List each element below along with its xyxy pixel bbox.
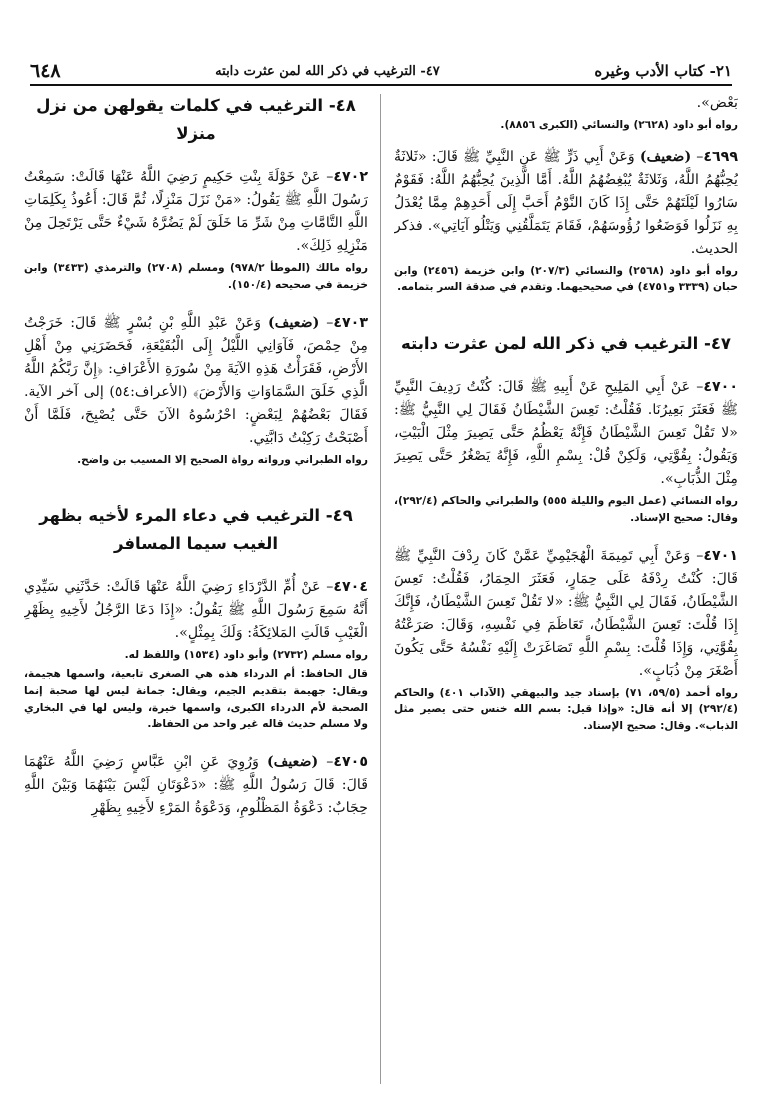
- hadith-4702: ٤٧٠٢– عَنْ خَوْلَةَ بِنْتِ حَكِيمٍ رَضِيَ اللَّهُ عَنْهَا قَالَتْ: سَمِعْتُ رَسُولَ اللَّهِ ﷺ يَقُولُ: «مَنْ نَزَلَ مَنْزِلًا، ثُمَّ قَالَ: أَعُوذُ بِكَلِمَاتِ اللَّهِ التَّامَّاتِ مِنْ شَرِّ مَا خَلَقَ لَمْ يَضُرَّهُ شَيْءٌ حَتَّى يَرْتَحِلَ مِنْ مَنْزِلِهِ ذَلِكَ».: [24, 169, 368, 255]
- hadith-number: ٤٧٠٥: [333, 754, 368, 771]
- section-49-title-line-1: ٤٩- الترغيب في دعاء المرء لأخيه بظهر: [39, 506, 353, 526]
- hadith-source: رواه الطبراني ورواته رواة الصحيح إلا المسيب بن واضح.: [77, 453, 368, 466]
- hadith-text: وَعَنْ عَبْدِ اللَّهِ بْنِ بُسْرٍ ﷺ قَالَ: خَرَجْتُ مِنْ حِمْصَ، فَآوَانِي اللَّيْلُ إِلَى الْبُقَيْعَةِ، فَحَضَرَنِي مِنْ أَهْلِ الأَرْضِ، فَقَرَأْتُ هَذِهِ الآيَةَ مِنْ سُورَةِ الأَعْرَافِ: ﴿إِنَّ رَبَّكُمُ اللَّهُ الَّذِي خَلَقَ السَّمَاوَاتِ وَالأَرْضَ﴾ (الأعراف:٥٤) إلى آخر الآية. فَقَالَ بَعْضُهُمْ لِبَعْضٍ: احْرُسُوهُ الآنَ حَتَّى يُصْبِحَ، فَلَمَّا أَنْ أَصْبَحْتُ رَكِبْتُ دَابَّتِي.: [24, 314, 368, 446]
- header-book-chapter: ٢١- كتاب الأدب وغيره: [594, 62, 732, 80]
- hadith-4705: ٤٧٠٥– (ضعيف) وَرُوِيَ عَنِ ابْنِ عَبَّاسٍ رَضِيَ اللَّهُ عَنْهُمَا قَالَ: قَالَ رَسُولُ اللَّهِ ﷺ: «دَعْوَتَانِ لَيْسَ بَيْنَهُمَا وَبَيْنَ اللَّهِ حِجَابٌ: دَعْوَةُ المَظْلُومِ، وَدَعْوَةُ المَرْءِ لأَخِيهِ بِظَهْرِ: [24, 754, 368, 817]
- hadith-source: رواه أبو داود (٢٥٦٨) والنسائي (٢٠٧/٣) وابن خزيمة (٢٤٥٦) وابن حبان (٣٣٣٩ و٤٧٥١) في صحيحيهما. وتقدم في صدقة السر بتمامه.: [394, 264, 738, 294]
- continued-hadith-source: رواه أبو داود (٢٦٢٨) والنسائي (الكبرى ٨٨٥٦).: [500, 119, 738, 131]
- running-header: [30, 58, 732, 86]
- hadith-text: وَرُوِيَ عَنِ ابْنِ عَبَّاسٍ رَضِيَ اللَّهُ عَنْهُمَا قَالَ: قَالَ رَسُولُ اللَّهِ ﷺ: «دَعْوَتَانِ لَيْسَ بَيْنَهُمَا وَبَيْنَ اللَّهِ حِجَابٌ: دَعْوَةُ المَظْلُومِ، وَدَعْوَةُ المَرْءِ لأَخِيهِ بِظَهْرِ: [24, 754, 368, 817]
- hadith-text: وَعَنْ أَبِي ذَرٍّ ﷺ عَنِ النَّبِيِّ ﷺ قَالَ: «ثَلاثَةٌ يُحِبُّهُمُ اللَّهُ، وَثَلاثَةٌ يُبْغِضُهُمُ اللَّهُ. أَمَّا الَّذِينَ يُحِبُّهُمُ اللَّهُ: فَقَوْمٌ سَارُوا لَيْلَتَهُمْ حَتَّى إِذَا كَانَ النَّوْمُ أَحَبَّ إِلَى أَحَدِهِمْ مِمَّا يُعْدَلُ بِهِ نَزَلُوا فَوَضَعُوا رُؤُوسَهُمْ، فَقَامَ يَتَمَلَّقُنِي وَيَتْلُو آيَاتِي». فذكر الحديث.: [394, 148, 738, 257]
- hadith-source: رواه مالك (الموطأ ٩٧٨/٢) ومسلم (٢٧٠٨) والترمذي (٣٤٣٣) وابن خزيمة في صحيحه (١٥٠/٤).: [24, 262, 368, 291]
- hadith-number: ٤٧٠٤: [333, 579, 368, 596]
- hadith-number: ٤٧٠٢: [333, 169, 368, 186]
- hadith-grade: (ضعيف): [639, 148, 692, 165]
- hadith-number: ٤٦٩٩: [703, 148, 738, 165]
- hadith-4700: ٤٧٠٠– عَنْ أَبِي المَلِيحِ عَنْ أَبِيهِ ﷺ قَالَ: كُنْتُ رَدِيفَ النَّبِيِّ ﷺ فَعَثَرَ بَعِيرُنَا. فَقُلْتُ: تَعِسَ الشَّيْطَانُ فَقَالَ لِي النَّبِيُّ ﷺ: «لا تَقُلْ تَعِسَ الشَّيْطَانُ فَإِنَّهُ يَعْظُمُ حَتَّى يَصِيرَ مِثْلَ الْبَيْتِ، وَيَقُولُ: بِقُوَّتِي، وَلَكِنْ قُلْ: بِسْمِ اللَّهِ، فَإِنَّهُ يَصْغُرُ حَتَّى يَصِيرَ مِثْلَ الذُّبَابِ».: [394, 379, 738, 488]
- column-divider: [380, 94, 381, 1084]
- hadith-number: ٤٧٠٣: [333, 314, 368, 331]
- hadith-text: وَعَنْ أَبِي تَمِيمَةَ الْهُجَيْمِيِّ عَمَّنْ كَانَ رِدْفَ النَّبِيِّ ﷺ قَالَ: كُنْتُ رِدْفَهُ عَلَى حِمَارٍ، فَعَثَرَ الحِمَارُ، فَقُلْتُ: تَعِسَ الشَّيْطَانُ، فَقَالَ لِي النَّبِيُّ ﷺ: «لا تَقُلْ تَعِسَ الشَّيْطَانُ، فَإِنَّكَ إِذَا قُلْتَ: تَعِسَ الشَّيْطَانُ، تَعَاظَمَ فِي نَفْسِهِ، وَقَالَ: صَرَعْتُهُ بِقُوَّتِي، وَإِذَا قُلْتَ: بِسْمِ اللَّهِ تَصَاغَرَتْ إِلَيْهِ نَفْسُهُ حَتَّى يَكُونَ أَصْغَرَ مِنْ ذُبَابٍ».: [394, 547, 738, 679]
- hadith-4701: ٤٧٠١– وَعَنْ أَبِي تَمِيمَةَ الْهُجَيْمِيِّ عَمَّنْ كَانَ رِدْفَ النَّبِيِّ ﷺ قَالَ: كُنْتُ رِدْفَهُ عَلَى حِمَارٍ، فَعَثَرَ الحِمَارُ، فَقُلْتُ: تَعِسَ الشَّيْطَانُ، فَقَالَ لِي النَّبِيُّ ﷺ: «لا تَقُلْ تَعِسَ الشَّيْطَانُ، فَإِنَّكَ إِذَا قُلْتَ: تَعِسَ الشَّيْطَانُ، تَعَاظَمَ فِي نَفْسِهِ، وَقَالَ: صَرَعْتُهُ بِقُوَّتِي، وَإِذَا قُلْتَ: بِسْمِ اللَّهِ تَصَاغَرَتْ إِلَيْهِ نَفْسُهُ حَتَّى يَكُونَ أَصْغَرَ مِنْ ذُبَابٍ».: [394, 547, 738, 679]
- hadith-4703: ٤٧٠٣– (ضعيف) وَعَنْ عَبْدِ اللَّهِ بْنِ بُسْرٍ ﷺ قَالَ: خَرَجْتُ مِنْ حِمْصَ، فَآوَانِي اللَّيْلُ إِلَى الْبُقَيْعَةِ، فَحَضَرَنِي مِنْ أَهْلِ الأَرْضِ، فَقَرَأْتُ هَذِهِ الآيَةَ مِنْ سُورَةِ الأَعْرَافِ: ﴿إِنَّ رَبَّكُمُ اللَّهُ الَّذِي خَلَقَ السَّمَاوَاتِ وَالأَرْضَ﴾ (الأعراف:٥٤) إلى آخر الآية. فَقَالَ بَعْضُهُمْ لِبَعْضٍ: احْرُسُوهُ الآنَ حَتَّى يُصْبِحَ، فَلَمَّا أَنْ أَصْبَحْتُ رَكِبْتُ دَابَّتِي.: [24, 314, 368, 446]
- section-47-title: ٤٧- الترغيب في ذكر الله لمن عثرت دابته: [401, 334, 731, 354]
- section-48-title: ٤٨- الترغيب في كلمات يقولهن من نزل منزلا: [36, 96, 356, 144]
- hadith-source: رواه مسلم (٢٧٣٢) وأبو داود (١٥٣٤) واللفظ له.: [124, 649, 368, 662]
- header-section-title: ٤٧- الترغيب في ذكر الله لمن عثرت دابته: [215, 63, 440, 79]
- hadith-grade: (ضعيف): [266, 754, 319, 771]
- left-column: [24, 92, 368, 1092]
- hadith-number: ٤٧٠٠: [703, 379, 738, 396]
- hadith-4704: ٤٧٠٤– عَنْ أُمِّ الدَّرْدَاءِ رَضِيَ اللَّهُ عَنْهَا قَالَتْ: حَدَّثَنِي سَيِّدِي أَنَّهُ سَمِعَ رَسُولَ اللَّهِ ﷺ يَقُولُ: «إِذَا دَعَا الرَّجُلُ لأَخِيهِ بِظَهْرِ الْغَيْبِ قَالَتِ المَلائِكَةُ: وَلَكَ بِمِثْلٍ».: [24, 579, 368, 642]
- hadith-4699: ٤٦٩٩– (ضعيف) وَعَنْ أَبِي ذَرٍّ ﷺ عَنِ النَّبِيِّ ﷺ قَالَ: «ثَلاثَةٌ يُحِبُّهُمُ اللَّهُ، وَثَلاثَةٌ يُبْغِضُهُمُ اللَّهُ. أَمَّا الَّذِينَ يُحِبُّهُمُ اللَّهُ: فَقَوْمٌ سَارُوا لَيْلَتَهُمْ حَتَّى إِذَا كَانَ النَّوْمُ أَحَبَّ إِلَى أَحَدِهِمْ مِمَّا يُعْدَلُ بِهِ نَزَلُوا فَوَضَعُوا رُؤُوسَهُمْ، فَقَامَ يَتَمَلَّقُنِي وَيَتْلُو آيَاتِي». فذكر الحديث.: [394, 148, 738, 257]
- section-49-title-line-2: الغيب سيما المسافر: [113, 534, 279, 554]
- hadith-number: ٤٧٠١: [703, 547, 738, 564]
- hadith-source: رواه أحمد (٥٩/٥، ٧١) بإسناد جيد والبيهقي (الآداب ٤٠١) والحاكم (٢٩٢/٤) إلا أنه قال: «وإذا قيل: بسم الله خنس حتى يصير مثل الذباب». وقال: صحيح الإسناد.: [394, 686, 738, 733]
- hadith-text: عَنْ أُمِّ الدَّرْدَاءِ رَضِيَ اللَّهُ عَنْهَا قَالَتْ: حَدَّثَنِي سَيِّدِي أَنَّهُ سَمِعَ رَسُولَ اللَّهِ ﷺ يَقُولُ: «إِذَا دَعَا الرَّجُلُ لأَخِيهِ بِظَهْرِ الْغَيْبِ قَالَتِ المَلائِكَةُ: وَلَكَ بِمِثْلٍ».: [24, 579, 368, 642]
- right-column: [394, 92, 738, 1092]
- hafiz-note: قال الحافظ: أم الدرداء هذه هي الصغرى تابعية، واسمها هجيمة، ويقال: جهيمة بتقديم الجيم، ويقال: جمانة ليس لها صحبة إنما الصحبة لأم الدرداء الكبرى، واسمها خيرة، وليس لها في البخاري ولا مسلم حديث قاله غير واحد من الحفاظ.: [24, 668, 368, 731]
- hadith-text: عَنْ أَبِي المَلِيحِ عَنْ أَبِيهِ ﷺ قَالَ: كُنْتُ رَدِيفَ النَّبِيِّ ﷺ فَعَثَرَ بَعِيرُنَا. فَقُلْتُ: تَعِسَ الشَّيْطَانُ فَقَالَ لِي النَّبِيُّ ﷺ: «لا تَقُلْ تَعِسَ الشَّيْطَانُ فَإِنَّهُ يَعْظُمُ حَتَّى يَصِيرَ مِثْلَ الْبَيْتِ، وَيَقُولُ: بِقُوَّتِي، وَلَكِنْ قُلْ: بِسْمِ اللَّهِ، فَإِنَّهُ يَصْغُرُ حَتَّى يَصِيرَ مِثْلَ الذُّبَابِ».: [394, 379, 738, 488]
- page-number: ٦٤٨: [30, 60, 61, 82]
- hadith-text: عَنْ خَوْلَةَ بِنْتِ حَكِيمٍ رَضِيَ اللَّهُ عَنْهَا قَالَتْ: سَمِعْتُ رَسُولَ اللَّهِ ﷺ يَقُولُ: «مَنْ نَزَلَ مَنْزِلًا، ثُمَّ قَالَ: أَعُوذُ بِكَلِمَاتِ اللَّهِ التَّامَّاتِ مِنْ شَرِّ مَا خَلَقَ لَمْ يَضُرَّهُ شَيْءٌ حَتَّى يَرْتَحِلَ مِنْ مَنْزِلِهِ ذَلِكَ».: [24, 169, 368, 255]
- hadith-source: رواه النسائي (عمل اليوم والليلة ٥٥٥) والطبراني والحاكم (٢٩٢/٤)، وقال: صحيح الإسناد.: [394, 495, 738, 524]
- hadith-grade: (ضعيف): [268, 314, 320, 331]
- continued-hadith-text: بَعْض».: [696, 95, 738, 111]
